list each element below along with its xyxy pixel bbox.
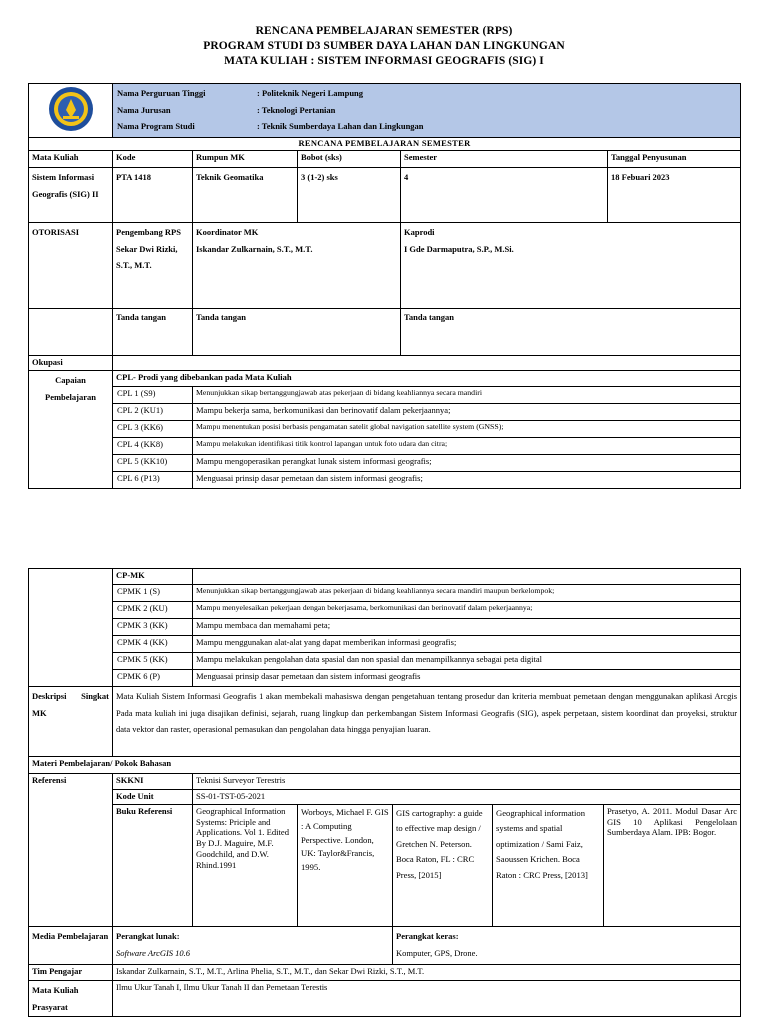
book-reference: Geographical Information Systems: Priciple and Applications. Vol 1. Edited By D.J. Maguire, M.F. Goodchild, and D.W. Rhind.1991: [193, 805, 298, 927]
book-reference: Worboys, Michael F. GIS : A Computing Perspective. London, UK: Taylor&Francis, 1995.: [298, 805, 393, 927]
developer-signature: Tanda tangan: [113, 309, 193, 356]
institution-logo-icon: [48, 86, 94, 132]
software-cell: [113, 927, 393, 965]
head-name: I Gde Darmaputra, S.P., M.Si.: [404, 243, 514, 254]
coordinator-cell: [193, 223, 401, 309]
developer-name: Sekar Dwi Rizki, S.T., M.T.: [116, 243, 178, 271]
institution-info: [113, 84, 741, 138]
cpl-label: Capaian Pembelajaran: [29, 371, 113, 489]
prereq-value: Ilmu Ukur Tanah I, Ilmu Ukur Tanah II dan Pemetaan Terestis: [113, 981, 741, 1017]
cpmk-title: CP-MK: [113, 569, 193, 585]
media-label: Media Pembelajaran: [29, 927, 113, 965]
cpmk-text: Menunjukkan sikap bertanggungjawab atas pekerjaan di bidang keahliannya secara mandiri maupun berkelompok;: [193, 585, 741, 602]
logo-cell: [29, 84, 113, 138]
col-header-course: Mata Kuliah: [29, 151, 113, 168]
book-reference: GIS cartography: a guide to effective map design / Gretchen N. Peterson. Boca Raton, FL : CRC Press, [2015]: [393, 805, 493, 927]
rps-table-bottom: [28, 568, 741, 1017]
unit-label: Kode Unit: [113, 790, 193, 805]
doc-title-line-3: MATA KULIAH : SISTEM INFORMASI GEOGRAFIS (SIG) I: [224, 55, 544, 67]
cpmk-code: CPMK 6 (P): [113, 670, 193, 687]
head-signature: Tanda tangan: [401, 309, 741, 356]
authorization-label: OTORISASI: [29, 223, 113, 309]
cpl-code: CPL 3 (KK6): [113, 421, 193, 438]
cpmk-code: CPMK 5 (KK): [113, 653, 193, 670]
book-reference: Geographical information systems and spatial optimization / Sami Faiz, Saoussen Krichen. Boca Raton : CRC Press, [2013]: [493, 805, 604, 927]
book-reference: Prasetyo, A. 2011. Modul Dasar Arc GIS 10 Aplikasi Pengelolaan Sumberdaya Alam. IPB: Bogor.: [604, 805, 741, 927]
col-header-semester: Semester: [401, 151, 608, 168]
rps-table-top: [28, 83, 741, 489]
head-label: Kaprodi: [404, 227, 435, 237]
cpmk-code: CPMK 3 (KK): [113, 619, 193, 636]
col-header-rumpun: Rumpun MK: [193, 151, 298, 168]
cpl-code: CPL 2 (KU1): [113, 404, 193, 421]
materi-label: Materi Pembelajaran/ Pokok Bahasan: [29, 757, 741, 774]
col-header-code: Kode: [113, 151, 193, 168]
doc-title-line-2: PROGRAM STUDI D3 SUMBER DAYA LAHAN DAN LINGKUNGAN: [203, 40, 565, 52]
program-value: : Teknik Sumberdaya Lahan dan Lingkungan: [257, 121, 424, 132]
team-label: Tim Pengajar: [29, 965, 113, 981]
institution-value: : Politeknik Negeri Lampung: [257, 88, 364, 99]
reference-label: Referensi: [29, 774, 113, 927]
cpmk-code: CPMK 4 (KK): [113, 636, 193, 653]
cpl-code: CPL 1 (S9): [113, 387, 193, 404]
cpl-text: Mampu melakukan identifikasi titik kontrol lapangan untuk foto udara dan citra;: [193, 438, 741, 455]
team-value: Iskandar Zulkarnain, S.T., M.T., Arlina Phelia, S.T., M.T., dan Sekar Dwi Rizki, S.T., M.T.: [113, 965, 741, 981]
department-label: Nama Jurusan: [117, 104, 171, 115]
cpmk-text: Mampu membaca dan memahami peta;: [193, 619, 741, 636]
section-title: RENCANA PEMBELAJARAN SEMESTER: [29, 138, 741, 151]
cpl-text: Mampu menentukan posisi berbasis pengamatan satelit global navigation satellite system (GNSS);: [193, 421, 741, 438]
cpmk-text: Mampu melakukan pengolahan data spasial dan non spasial dan menampilkannya sebagai peta digital: [193, 653, 741, 670]
course-code: PTA 1418: [113, 168, 193, 223]
program-label: Nama Program Studi: [117, 121, 195, 132]
course-name: Sistem Informasi Geografis (SIG) II: [29, 168, 113, 223]
coordinator-signature: Tanda tangan: [193, 309, 401, 356]
institution-label: Nama Perguruan Tinggi: [117, 88, 206, 99]
unit-value: SS-01-TST-05-2021: [193, 790, 741, 805]
col-header-date: Tanggal Penyusunan: [608, 151, 741, 168]
coordinator-name: Iskandar Zulkarnain, S.T., M.T.: [196, 243, 313, 254]
cpmk-text: Mampu menggunakan alat-alat yang dapat memberikan informasi geografis;: [193, 636, 741, 653]
description-text: Mata Kuliah Sistem Informasi Geografis 1 akan membekali mahasiswa dengan pengetahuan tentang prosedur dan kriteria membuat pemetaan dengan menggunakan aplikasi Arcgis Pada mata kuliah ini juga disajikan definisi, sejarah, ruang lingkup dan perkembangan Sistem Informasi Geografis (SIG), aspek perpetaan, sistem koordinat dan proyeksi, struktur data vektor dan raster, operasional pemasukan dan pengolahan data hingga penyajian luaran.: [113, 687, 741, 757]
developer-cell: [113, 223, 193, 309]
skkni-value: Teknisi Surveyor Terestris: [193, 774, 741, 790]
department-value: : Teknologi Pertanian: [257, 104, 336, 115]
head-cell: [401, 223, 741, 309]
doc-title-line-1: RENCANA PEMBELAJARAN SEMESTER (RPS): [255, 25, 513, 37]
cpmk-text: Menguasai prinsip dasar pemetaan dan sistem informasi geografis: [193, 670, 741, 687]
description-label: Deskripsi Singkat MK: [29, 687, 113, 757]
cpl-title: CPL- Prodi yang dibebankan pada Mata Kuliah: [113, 371, 741, 387]
cpl-text: Mampu mengoperasikan perangkat lunak sistem informasi geografis;: [193, 455, 741, 472]
prereq-label: Mata Kuliah Prasyarat: [29, 981, 113, 1017]
software-label: Perangkat lunak:: [116, 931, 180, 941]
cpmk-code: CPMK 2 (KU): [113, 602, 193, 619]
course-bobot: 3 (1-2) sks: [298, 168, 401, 223]
hardware-value: Komputer, GPS, Drone.: [396, 947, 478, 958]
course-date: 18 Febuari 2023: [608, 168, 741, 223]
cpl-code: CPL 6 (P13): [113, 472, 193, 489]
cpmk-text: Mampu menyelesaikan pekerjaan dengan bekerjasama, berkomunikasi dan berinovatif dalam pekerjaannya;: [193, 602, 741, 619]
coordinator-label: Koordinator MK: [196, 227, 259, 237]
cpmk-code: CPMK 1 (S): [113, 585, 193, 602]
hardware-cell: [393, 927, 741, 965]
software-value: Software ArcGIS 10.6: [116, 947, 191, 958]
cpl-text: Menunjukkan sikap bertanggungjawab atas pekerjaan di bidang keahliannya secara mandiri: [193, 387, 741, 404]
course-rumpun: Teknik Geomatika: [193, 168, 298, 223]
cpl-code: CPL 4 (KK8): [113, 438, 193, 455]
hardware-label: Perangkat keras:: [396, 931, 459, 941]
course-semester: 4: [401, 168, 608, 223]
okupasi-label: Okupasi: [29, 356, 113, 371]
cpl-text: Menguasai prinsip dasar pemetaan dan sistem informasi geografis;: [193, 472, 741, 489]
books-label: Buku Referensi: [113, 805, 193, 927]
skkni-label: SKKNI: [113, 774, 193, 790]
developer-label: Pengembang RPS: [116, 227, 181, 237]
cpl-text: Mampu bekerja sama, berkomunikasi dan berinovatif dalam pekerjaannya;: [193, 404, 741, 421]
col-header-bobot: Bobot (sks): [298, 151, 401, 168]
cpl-code: CPL 5 (KK10): [113, 455, 193, 472]
